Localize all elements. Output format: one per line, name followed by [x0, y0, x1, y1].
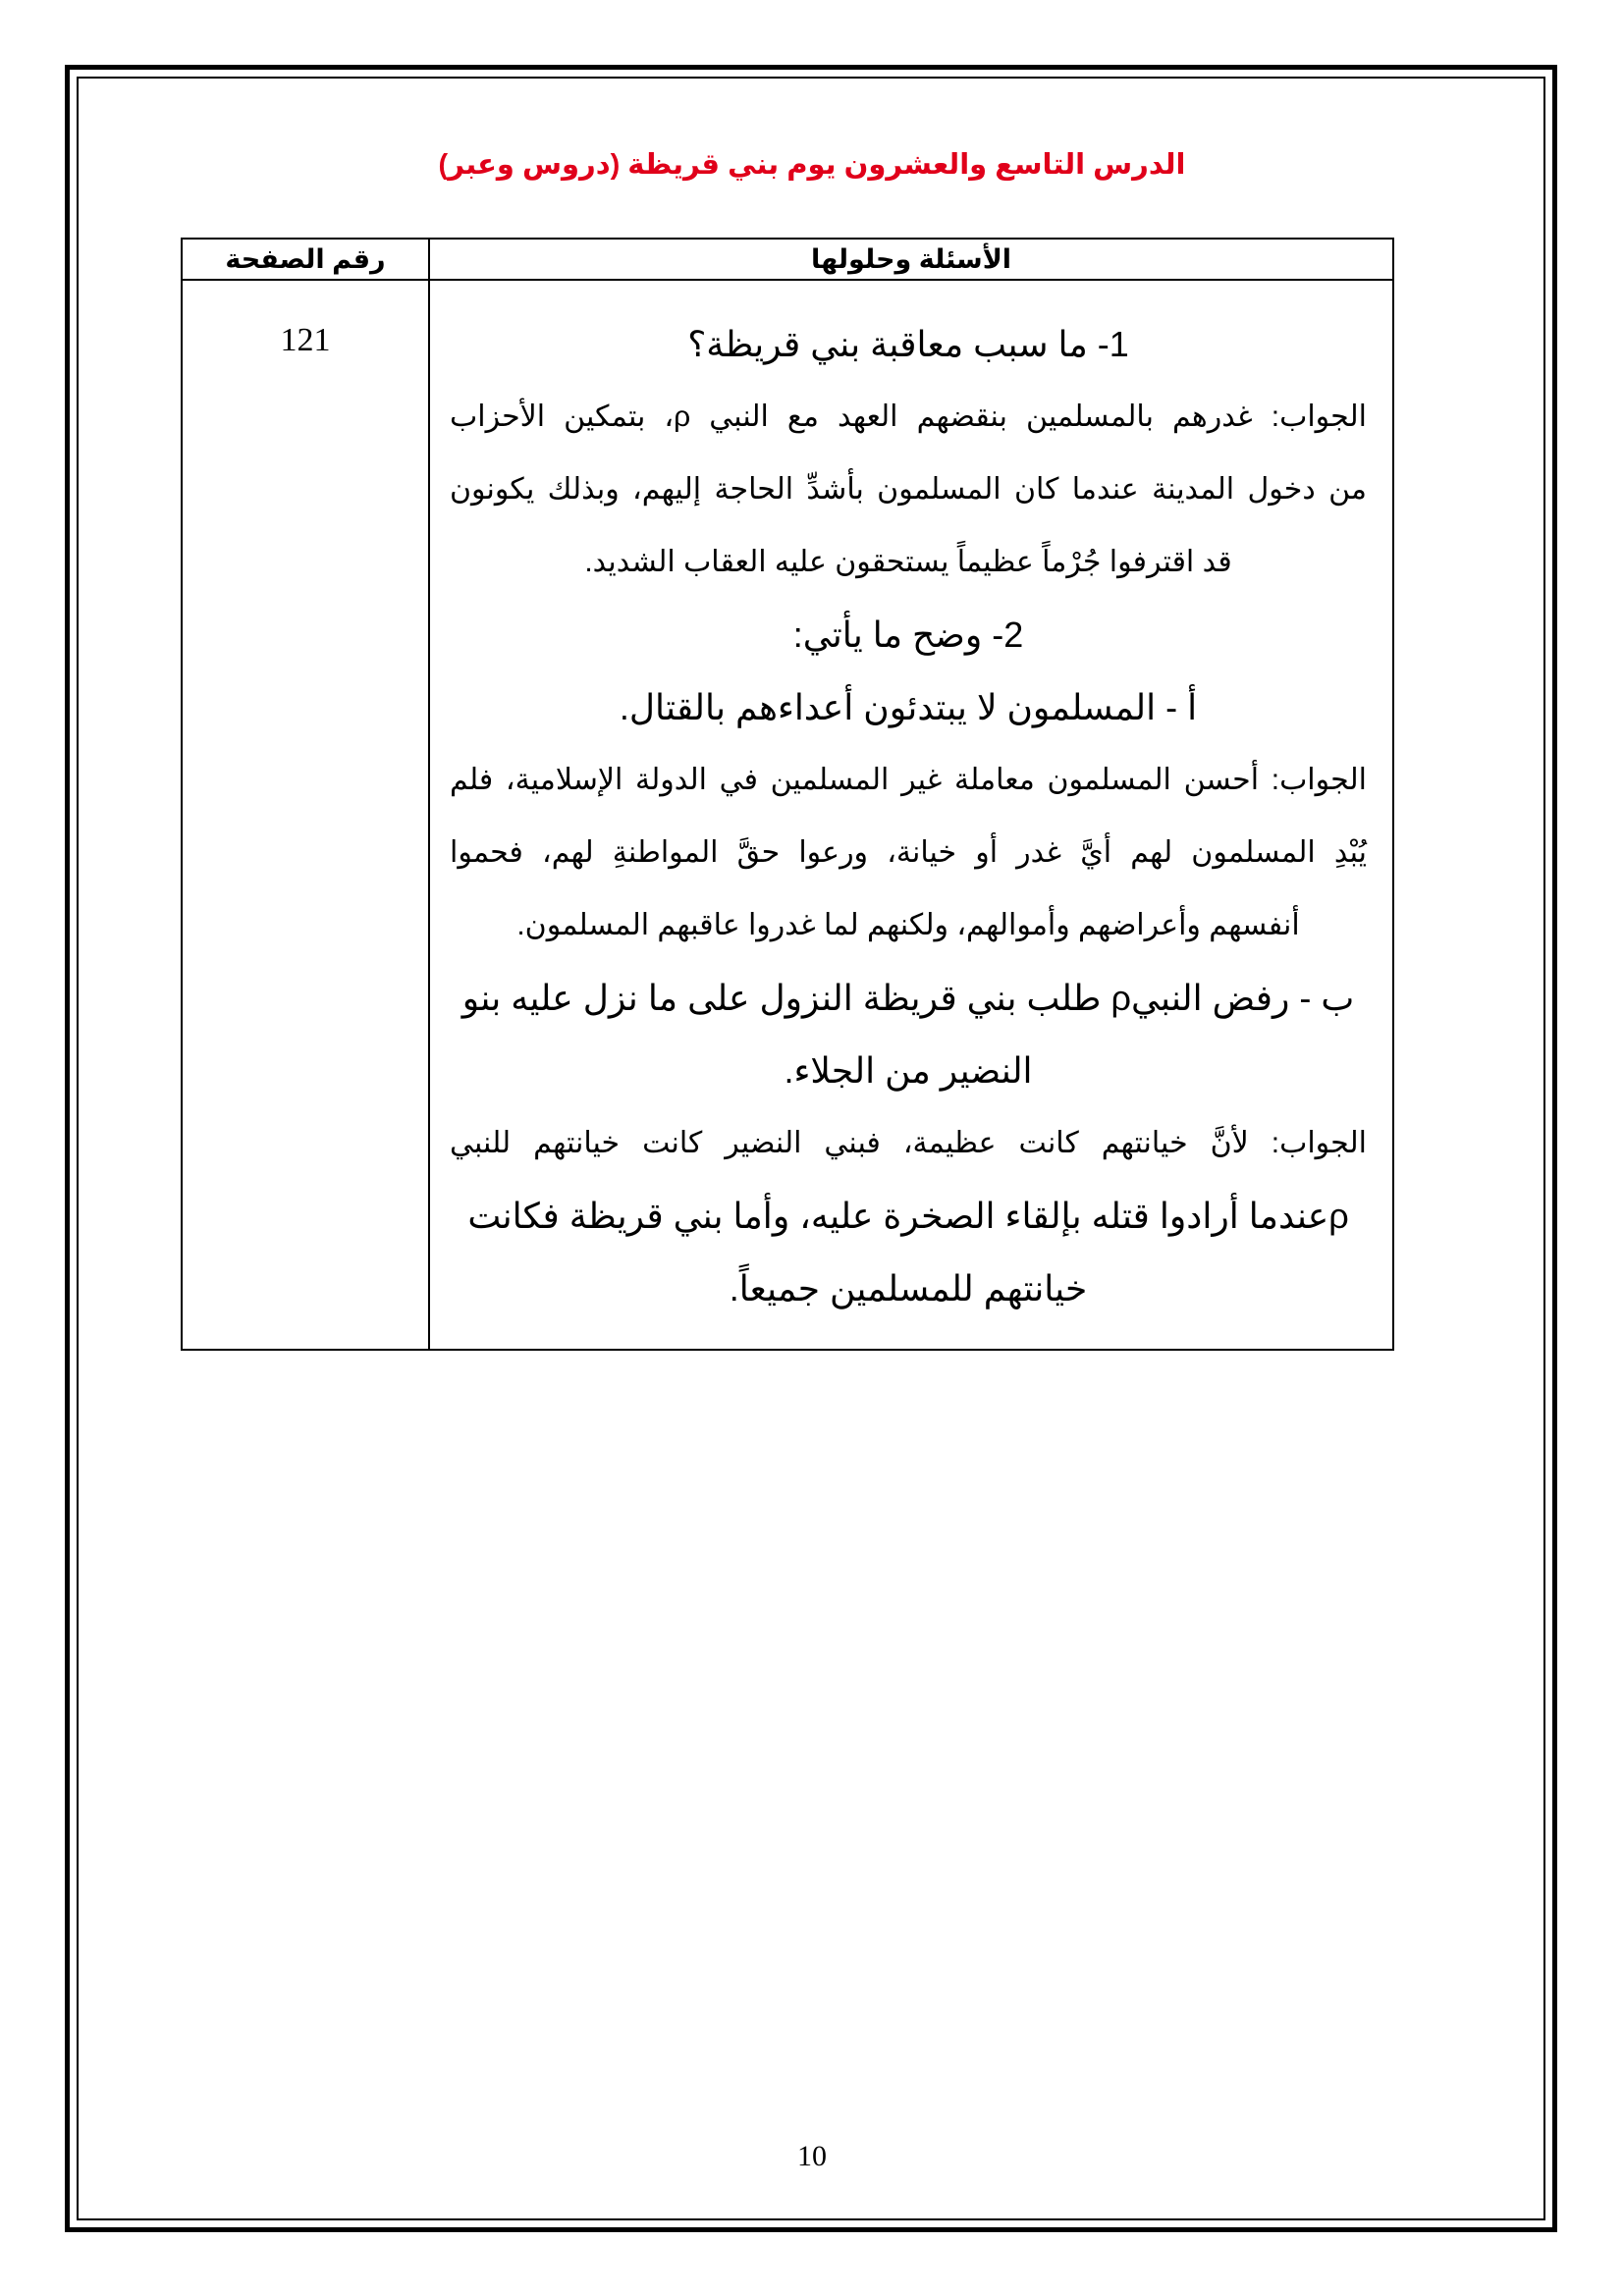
table-row — [182, 280, 1393, 1350]
questions-cell — [429, 280, 1393, 1350]
answer-1-line-3: قد اقترفوا جُرْماً عظيماً يستحقون عليه العقاب الشديد. — [584, 546, 1232, 578]
question-2a: أ - المسلمون لا يبتدئون أعداءهم بالقتال. — [619, 687, 1198, 727]
answer-2b-line-3: خيانتهم للمسلمين جميعاً. — [729, 1268, 1088, 1308]
header-questions: الأسئلة وحلولها — [429, 239, 1393, 280]
question-2: 2- وضح ما يأتي: — [792, 614, 1024, 655]
page-reference: 121 — [182, 280, 429, 1350]
page-number: 10 — [797, 2140, 827, 2172]
answer-1-line-2: من دخول المدينة عندما كان المسلمون بأشدِّ الحاجة إليهم، وبذلك يكونون — [450, 473, 1367, 506]
answer-2a-line-3: أنفسهم وأعراضهم وأموالهم، ولكنهم لما غدروا عاقبهم المسلمون. — [516, 909, 1300, 941]
answer-1-line-1: الجواب: غدرهم بالمسلمين بنقضهم العهد مع النبي ρ، بتمكين الأحزاب — [450, 400, 1367, 433]
question-2b-line-2: النضير من الجلاء. — [784, 1050, 1033, 1091]
answer-2a-line-2: يُبْدِ المسلمون لهم أيَّ غدر أو خيانة، ورعوا حقَّ المواطنةِ لهم، فحموا — [450, 836, 1367, 869]
answer-2a-line-1: الجواب: أحسن المسلمون معاملة غير المسلمين في الدولة الإسلامية، فلم — [450, 764, 1367, 796]
questions-table — [181, 238, 1394, 1351]
lesson-title: الدرس التاسع والعشرون يوم بني قريظة (دروس وعبر) — [438, 149, 1186, 181]
question-1: 1- ما سبب معاقبة بني قريظة؟ — [687, 324, 1129, 364]
table-header-row — [182, 239, 1393, 280]
answer-2b-line-1: الجواب: لأنَّ خيانتهم كانت عظيمة، فبني النضير كانت خيانتهم للنبي — [450, 1127, 1367, 1159]
question-2b-line-1: ب - رفض النبيρ طلب بني قريظة النزول على ما نزل عليه بنو — [461, 978, 1355, 1018]
answer-2b-line-2: ρعندما أرادوا قتله بإلقاء الصخرة عليه، وأما بني قريظة فكانت — [467, 1196, 1349, 1236]
header-page-number: رقم الصفحة — [182, 239, 429, 280]
